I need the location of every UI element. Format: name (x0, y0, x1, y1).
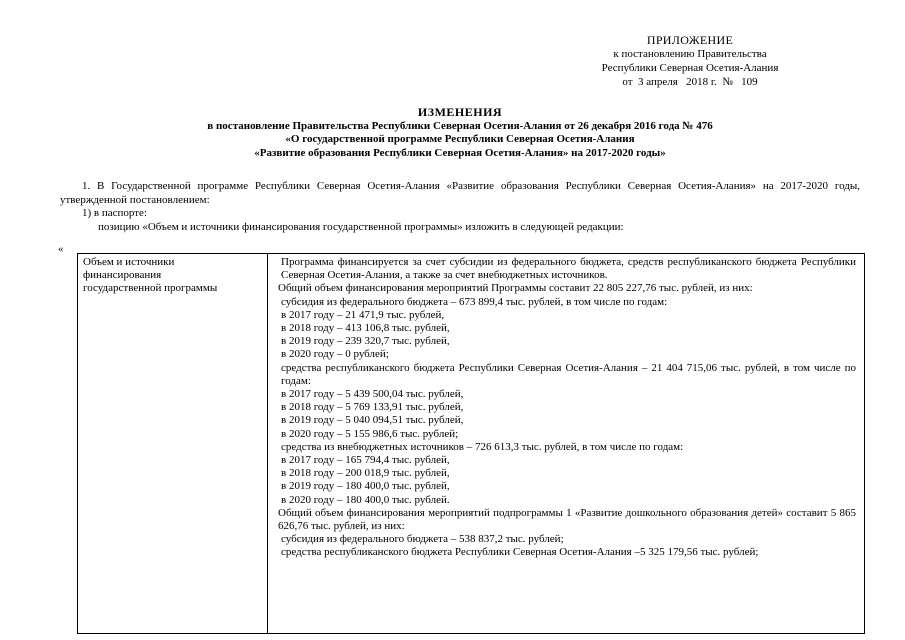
heading-line: «О государственной программе Республики Северная Осетия-Алания (285, 133, 635, 145)
table-body-line: в 2018 году – 200 018,9 тыс. рублей, (281, 467, 450, 480)
table-body-line: в 2019 году – 180 400,0 тыс. рублей, (281, 480, 450, 493)
table-body-line: Общий объем финансирования мероприятий Программы составит 22 805 227,76 тыс. рублей, из них: (278, 282, 753, 295)
table-body-line: в 2017 году – 165 794,4 тыс. рублей, (281, 454, 450, 467)
heading-line: «Развитие образования Республики Северная Осетия-Алания» на 2017-2020 годы» (254, 146, 666, 159)
table-body-line: в 2018 году – 413 106,8 тыс. рублей, (281, 322, 450, 335)
appendix-line: к постановлению Правительства (613, 48, 767, 60)
table-body-line: субсидия из федерального бюджета – 673 899,4 тыс. рублей, в том числе по годам: (281, 295, 668, 308)
table-body-line: в 2020 году – 180 400,0 тыс. рублей. (281, 493, 450, 506)
table-label-cell (78, 254, 268, 634)
appendix-block (565, 33, 815, 89)
intro-paragraph: позицию «Объем и источники финансирования государственной программы» изложить в следующей редакции: (98, 220, 624, 233)
table-body-line: в 2017 году – 21 471,9 тыс. рублей, (281, 308, 445, 321)
appendix-date-line: от 3 апреля 2018 г. № 109 (622, 76, 758, 88)
appendix-title: ПРИЛОЖЕНИЕ (646, 33, 734, 47)
heading-line: в постановление Правительства Республики Северная Осетия-Алания от 26 декабря 2016 года № 476 (207, 119, 713, 132)
financing-table (77, 253, 865, 634)
label-line: финансирования (83, 269, 162, 282)
intro-text (60, 180, 860, 234)
table-body-line: в 2019 году – 239 320,7 тыс. рублей, (281, 335, 450, 348)
table-body-cell (268, 254, 865, 634)
table-body-line: средства республиканского бюджета Республики Северная Осетия-Алания – 21 404 715,06 тыс. рублей, в том числе по годам: (281, 361, 856, 387)
table-row (78, 254, 865, 634)
table-body-line: в 2020 году – 5 155 986,6 тыс. рублей; (281, 427, 459, 440)
heading-title: ИЗМЕНЕНИЯ (417, 105, 503, 119)
opening-quote: « (58, 243, 64, 255)
intro-paragraph: 1. В Государственной программе Республики Северная Осетия-Алания «Развитие образования Республики Северная Осетия-Алания» на 2017-2020 годы, утвержденной постановлением: (60, 180, 860, 206)
table-body-line: в 2017 году – 5 439 500,04 тыс. рублей, (281, 388, 464, 401)
table-body-line: в 2018 году – 5 769 133,91 тыс. рублей, (281, 401, 464, 414)
intro-paragraph: 1) в паспорте: (82, 207, 147, 219)
table-body-line: в 2020 году – 0 рублей; (281, 348, 389, 361)
table-body-line: Общий объем финансирования мероприятий подпрограммы 1 «Развитие дошкольного образования детей» составит 5 865 626,76 тыс. рублей, из них: (278, 506, 856, 533)
table-body-line: Программа финансируется за счет субсидии из федерального бюджета, средств республиканского бюджета Республики Северная Осетия-Алания, а также за счет внебюджетных источников. (281, 256, 856, 282)
table-body-line: средства республиканского бюджета Республики Северная Осетия-Алания –5 325 179,56 тыс. рублей; (281, 546, 759, 559)
document-heading (60, 106, 860, 160)
table-body-line: субсидия из федерального бюджета – 538 837,2 тыс. рублей; (281, 533, 564, 546)
appendix-line: Республики Северная Осетия-Алания (601, 62, 779, 74)
label-line: Объем и источники (83, 256, 175, 268)
table-body-line: средства из внебюджетных источников – 726 613,3 тыс. рублей, в том числе по годам: (281, 440, 684, 453)
label-line: государственной программы (83, 282, 218, 295)
table-body-line: в 2019 году – 5 040 094,51 тыс. рублей, (281, 414, 464, 427)
